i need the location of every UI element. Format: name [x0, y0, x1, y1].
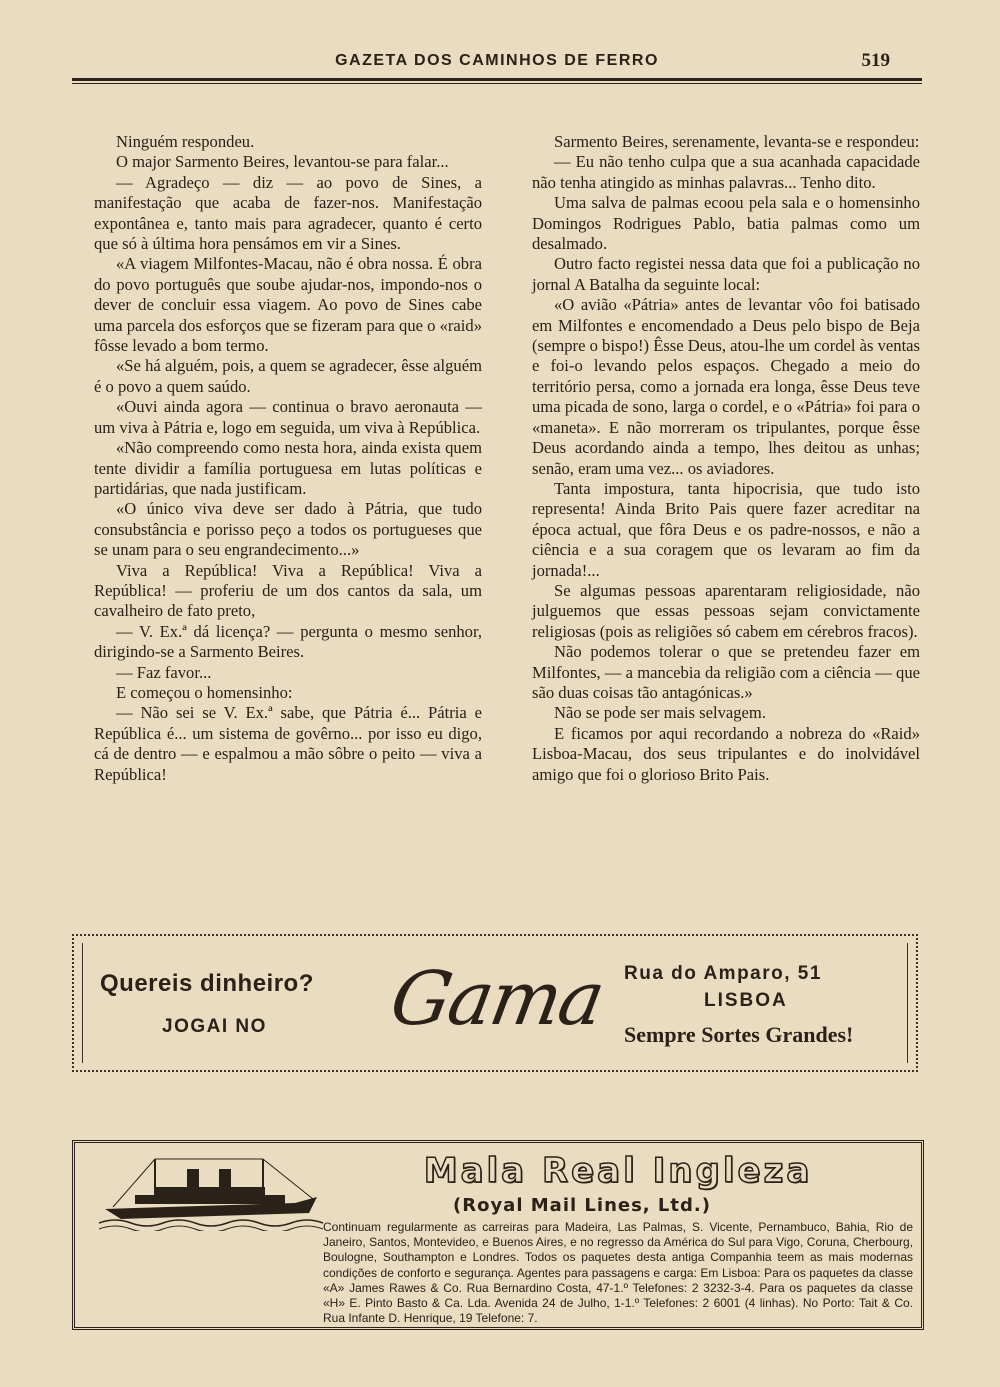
gama-advertisement: [72, 934, 918, 1072]
paragraph: Uma salva de palmas ecoou pela sala e o homensinho Domingos Rodrigues Pablo, batia palmas como um desalmado.: [532, 193, 920, 254]
paragraph: E começou o homensinho:: [116, 682, 293, 702]
ad-question: Quereis dinheiro?: [100, 970, 314, 997]
paragraph: «Se há alguém, pois, a quem se agradecer, êsse alguém é o povo a quem saúdo.: [94, 356, 482, 396]
journal-title: GAZETA DOS CAMINHOS DE FERRO: [335, 52, 659, 69]
paragraph: Não se pode ser mais selvagem.: [554, 703, 766, 723]
mala-real-subtitle: (Royal Mail Lines, Ltd.): [453, 1195, 711, 1216]
paragraph: Sarmento Beires, serenamente, levanta-se e respondeu:: [554, 132, 920, 151]
paragraph: — Não sei se V. Ex.ª sabe, que Pátria é... Pátria e República é... um sistema de govêrno... por isso eu digo, cá de dentro — e espalmou a mão sôbre o peito — viva a República!: [94, 703, 482, 784]
paragraph: «Ouvi ainda agora — continua o bravo aeronauta — um viva à Pátria e, logo em seguida, um viva à República.: [94, 397, 482, 437]
paragraph: «O único viva deve ser dado à Pátria, que tudo consubstância e porisso peço a todos os portugueses que se unam para o seu engrandecimento...»: [94, 499, 482, 560]
paragraph: — V. Ex.ª dá licença? — pergunta o mesmo senhor, dirigindo-se a Sarmento Beires.: [94, 621, 482, 662]
paragraph: Tanta impostura, tanta hipocrisia, que tudo isto representa! Ainda Brito Pais quere fazer acreditar na época actual, que fôra Deus e os padre-nossos, e não a ciência e a sua coragem que os levaram ao fim da jornada!...: [532, 478, 920, 580]
ad-play-text: JOGAI NO: [162, 1016, 267, 1037]
paragraph: «Não compreendo como nesta hora, ainda exista quem tente dividir a família portuguesa em lutas políticas e partidárias, que nada justificam.: [94, 438, 482, 498]
header-rule-thin: [72, 83, 922, 84]
paragraph: «O avião «Pátria» antes de levantar vôo foi batisado em Milfontes e encomendado a Deus pelo bispo de Beja (sempre o bispo!) Êsse Deus, atou-lhe um cordel às ventas e foi-o levando pelos espaços. Chegado a meio do território persa, como a jornada era longa, êsse Deus teve uma picada de sono, larga o cordel, e o «Pátria» foi para o «maneta». E não morreram os tripulantes, porque êsse Deus acordando ainda a tempo, lhes deitou as unhas; senão, eram uma vez... os aviadores.: [532, 295, 921, 478]
paragraph: Ninguém respondeu.: [116, 132, 255, 151]
paragraph: — Agradeço — diz — ao povo de Sines, a manifestação que acaba de fazer-nos. Manifestação expontânea e, tanto mais para agradecer, quanto é certo que só à última hora pensámos em vir a Sines.: [94, 172, 482, 254]
paragraph: «A viagem Milfontes-Macau, não é obra nossa. É obra do povo português que soube ajudar-nos, impondo-nos o dever de concluir essa viagem. Ao povo de Sines cabe uma parcela dos esforços que se fizeram para que o «raid» fôsse levado a bom termo.: [94, 254, 482, 356]
left-column: [94, 132, 482, 785]
mala-real-text: Continuam regularmente as carreiras para Madeira, Las Palmas, S. Vicente, Pernambuco, Bahia, Rio de Janeiro, Santos, Montevideo, e Buenos Aires, e no regresso da América do Sul para Vigo, Coruna, Cherbourg, Boulogne, Southampton e Londres. Todos os paquetes desta antiga Companhia teem as mais modernas condições de conforto e segurança. Agentes para passagens e carga: Em Lisboa: Para os paquetes da classe «A» James Rawes & Co. Rua Bernardino Costa, 47-1.º Telefones: 2 3232-3-4. Para os paquetes da classe «H» E. Pinto Basto & Ca. Lda. Avenida 24 de Julho, 1-1.º Telefones: 2 6001 (4 linhas). No Porto: Tait & Co. Rua Infante D. Henrique, 19 Telefone: 7.: [323, 1220, 913, 1326]
steamship-icon: [95, 1151, 325, 1231]
paragraph: Não podemos tolerar o que se pretendeu fazer em Milfontes, — a mancebia da religião com a ciência — que são duas coisas tão antagónicas.»: [532, 642, 920, 702]
paragraph: E ficamos por aqui recordando a nobreza do «Raid» Lisboa-Macau, dos seus tripulantes e do inolvidável amigo que foi o glorioso Brito Pais.: [532, 723, 920, 784]
ad-slogan: Sempre Sortes Grandes!: [624, 1022, 854, 1047]
mala-real-brand: Mala Real Ingleza: [423, 1151, 813, 1191]
ad-address: Rua do Amparo, 51: [624, 963, 822, 984]
paragraph: Outro facto registei nessa data que foi a publicação no jornal A Batalha da seguinte local:: [532, 254, 920, 294]
paragraph: — Faz favor...: [116, 662, 212, 682]
mala-real-body: [81, 1220, 913, 1326]
paragraph: Viva a República! Viva a República! Viva a República! — proferiu de um dos cantos da sala, um cavalheiro de fato preto,: [94, 560, 482, 621]
paragraph: O major Sarmento Beires, levantou-se para falar...: [116, 152, 449, 172]
ad-city: LISBOA: [704, 990, 788, 1011]
page-header: [72, 48, 922, 88]
mala-real-advertisement: [72, 1140, 924, 1330]
paragraph: — Eu não tenho culpa que a sua acanhada capacidade não tenha atingido as minhas palavras... Tenho dito.: [532, 152, 920, 192]
gama-logo: Gama: [384, 956, 610, 1042]
header-rule-thick: [72, 78, 922, 81]
page-number: 519: [861, 50, 890, 71]
right-column: [532, 132, 920, 785]
paragraph: Se algumas pessoas aparentaram religiosidade, não julguemos que essas pessoas sejam convictamente religiosas (pois as religiões só cabem em cérebros fracos).: [532, 580, 920, 641]
